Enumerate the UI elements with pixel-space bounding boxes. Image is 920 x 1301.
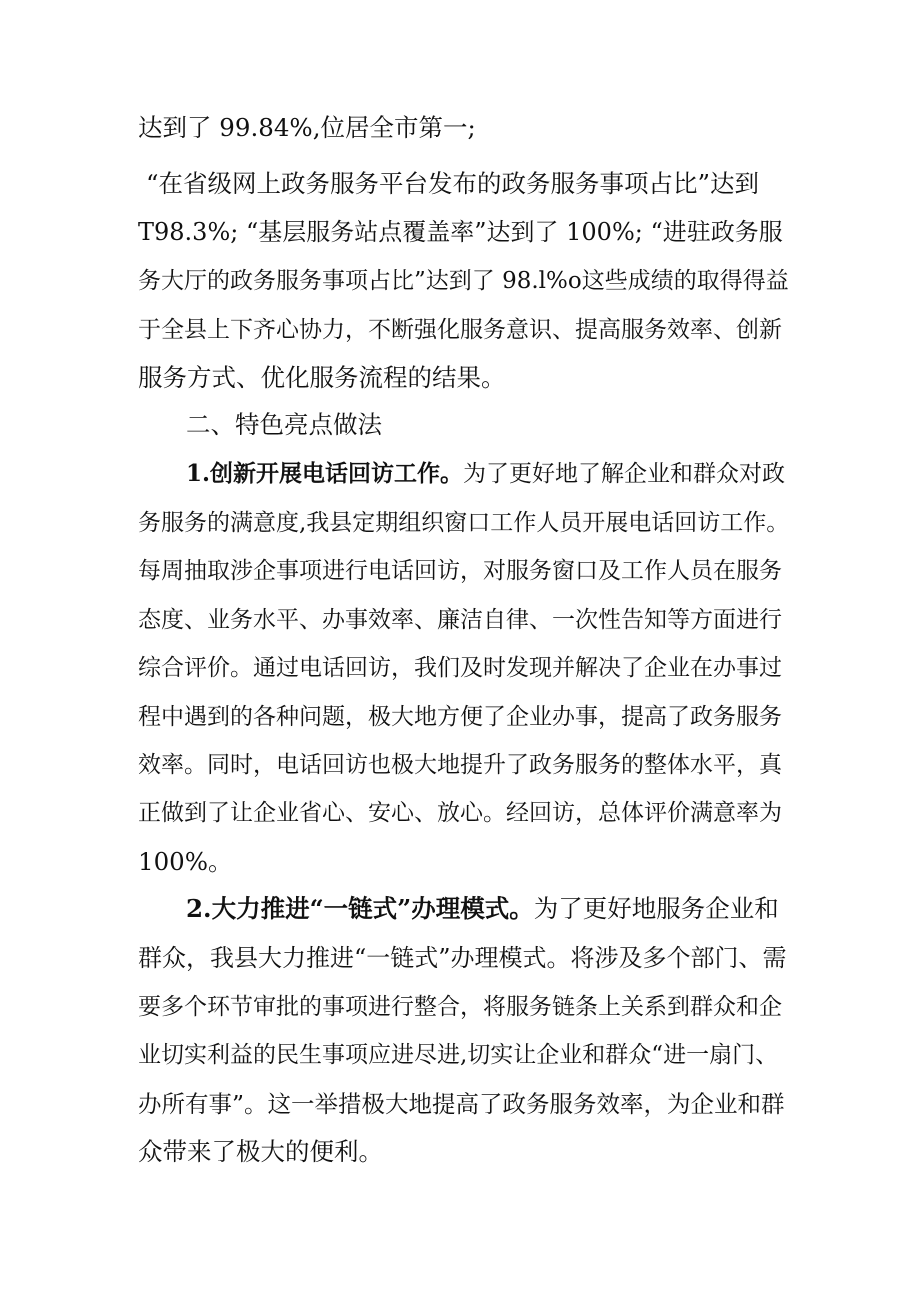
text-line: 效率。同时，电话回访也极大地提升了政务服务的整体水平，真	[138, 752, 782, 778]
text-line: 正做到了让企业省心、安心、放心。经回访，总体评价满意率为	[138, 800, 782, 826]
text-line: 务服务的满意度,我县定期组织窗口工作人员开展电话回访工作。	[138, 510, 790, 536]
text-line	[186, 885, 779, 933]
text-line: 于全县上下齐心协力，不断强化服务意识、提高服务效率、创新	[138, 317, 782, 343]
text-line: 程中遇到的各种问题，极大地方便了企业办事，提高了政务服务	[138, 704, 782, 730]
text-line: 办所有事”。这一举措极大地提高了政务服务效率，为企业和群	[138, 1090, 785, 1118]
paragraph-text: 为了更好地服务企业和	[533, 894, 779, 923]
section-heading: 二、特色亮点做法	[186, 410, 382, 439]
text-line: 业切实利益的民生事项应进尽进,切实让企业和群众“进一扇门、	[138, 1042, 779, 1068]
text-line: 群众，我县大力推进“一链式”办理模式。将涉及多个部门、需	[138, 944, 787, 972]
text-line: 众带来了极大的便利。	[138, 1137, 383, 1166]
text-line: 服务方式、优化服务流程的结果。	[138, 363, 506, 392]
paragraph-lead: 1.创新开展电话回访工作。	[186, 460, 464, 487]
text-line: 要多个环节审批的事项进行整合，将服务链条上关系到群众和企	[138, 994, 782, 1020]
paragraph-lead: 2.大力推进“一链式”办理模式。	[186, 894, 534, 923]
text-line: 务大厅的政务服务事项占比”达到了 98.l%o这些成绩的取得得益	[138, 268, 789, 294]
text-line: 达到了 99.84%,位居全市第一;	[138, 113, 476, 142]
text-line: T98.3%; “基层服务站点覆盖率”达到了 100%; “进驻政务服	[138, 218, 783, 246]
text-line: 每周抽取涉企事项进行电话回访，对服务窗口及工作人员在服务	[138, 558, 782, 584]
text-line: 态度、业务水平、办事效率、廉洁自律、一次性告知等方面进行	[138, 607, 782, 633]
text-line: 综合评价。通过电话回访，我们及时发现并解决了企业在办事过	[138, 655, 782, 681]
paragraph-text: 为了更好地了解企业和群众对政	[463, 461, 786, 487]
text-line: 100%。	[138, 847, 233, 876]
text-line: “在省级网上政务服务平台发布的政务服务事项占比”达到	[146, 169, 760, 198]
text-line	[186, 450, 785, 498]
